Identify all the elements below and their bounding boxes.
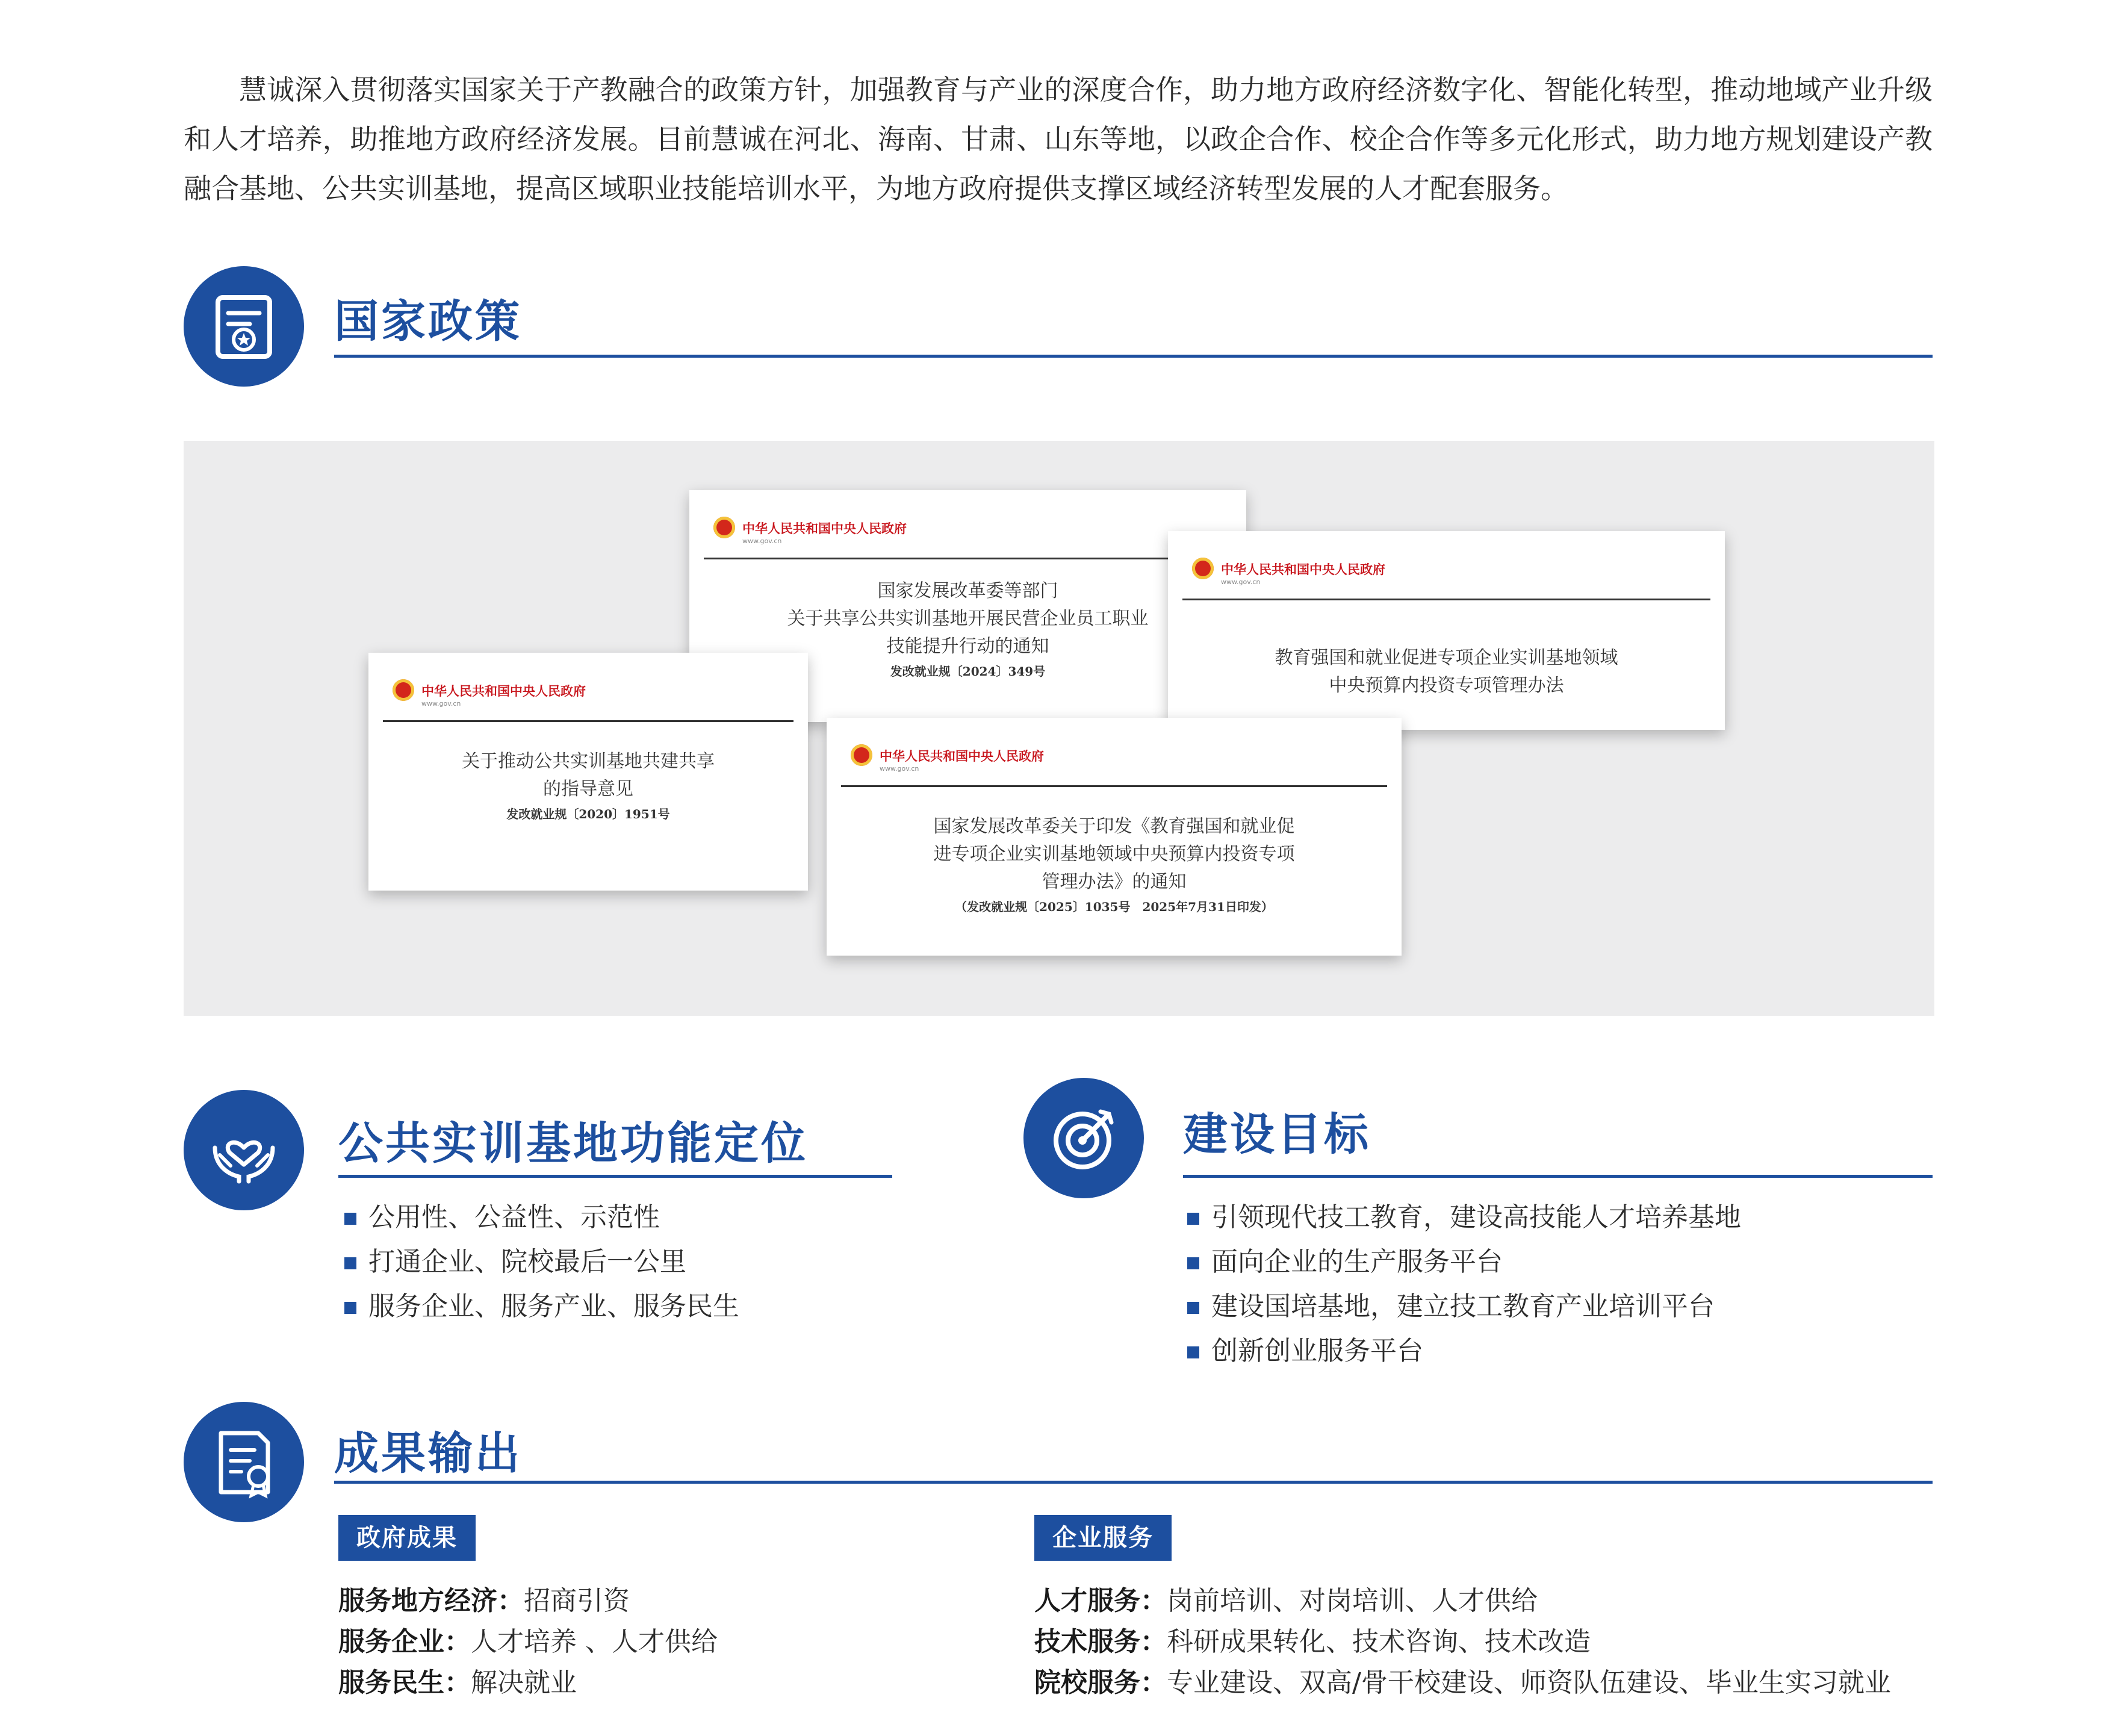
- list-item: 公用性、公益性、示范性: [344, 1195, 739, 1240]
- list-item: 打通企业、院校最后一公里: [344, 1240, 739, 1284]
- list-item: 引领现代技工教育，建设高技能人才培养基地: [1187, 1195, 1741, 1240]
- national-emblem-icon: [393, 679, 414, 701]
- document-header-rule: [704, 558, 1232, 559]
- document-title: 教育强国和就业促进专项企业实训基地领域 中央预算内投资专项管理办法: [1275, 647, 1618, 696]
- list-item: 建设国培基地，建立技工教育产业培训平台: [1187, 1284, 1741, 1329]
- policy-title: 国家政策: [334, 296, 522, 347]
- enterprise-services-list: [1034, 1581, 1891, 1703]
- results-icon: [184, 1402, 304, 1522]
- result-row: 人才服务：岗前培训、对岗培训、人才供给: [1034, 1585, 1538, 1616]
- government-results-list: [338, 1581, 718, 1703]
- policy-document-card[interactable]: [368, 653, 808, 891]
- positioning-icon: [184, 1090, 304, 1210]
- goals-title: 建设目标: [1183, 1109, 1371, 1160]
- result-row: 服务民生：解决就业: [338, 1667, 577, 1698]
- intro-paragraph: 慧诚深入贯彻落实国家关于产教融合的政策方针，加强教育与产业的深度合作，助力地方政府经济数字化、智能化转型，推动地域产业升级和人才培养，助推地方政府经济发展。目前慧诚在河北、海南、甘肃、山东等地，以政企合作、校企合作等多元化形式，助力地方规划建设产教融合基地、公共实训基地，提高区域职业技能培训水平，为地方政府提供支撑区域经济转型发展的人才配套服务。: [184, 73, 1933, 205]
- document-header-rule: [383, 720, 793, 722]
- national-emblem-icon: [713, 517, 735, 538]
- document-title: 国家发展改革委关于印发《教育强国和就业促 进专项企业实训基地领域中央预算内投资专项 管理办法》的通知 （发改就业规〔2025〕1035号 2025年7月31日印发）: [839, 813, 1390, 918]
- document-title: 国家发展改革委等部门 关于共享公共实训基地开展民营企业员工职业 技能提升行动的通知 发改就业规〔2024〕349号: [701, 577, 1234, 682]
- document-number: 发改就业规〔2020〕1951号: [506, 807, 670, 821]
- results-title: 成果输出: [334, 1428, 522, 1479]
- policy-documents-panel: [184, 441, 1934, 1016]
- policy-document-card[interactable]: [1168, 531, 1725, 730]
- policy-divider: [334, 355, 1933, 358]
- list-item: 服务企业、服务产业、服务民生: [344, 1284, 739, 1329]
- document-site: www.gov.cn: [421, 700, 461, 708]
- result-row: 技术服务：科研成果转化、技术咨询、技术改造: [1034, 1626, 1591, 1657]
- result-row: 服务企业：人才培养 、人才供给: [338, 1626, 718, 1657]
- document-site: www.gov.cn: [880, 765, 919, 773]
- document-number: 发改就业规〔2024〕349号: [890, 664, 1046, 679]
- government-results-tag: 政府成果: [338, 1515, 476, 1561]
- document-number: （发改就业规〔2025〕1035号 2025年7月31日印发）: [955, 900, 1273, 914]
- enterprise-services-tag: 企业服务: [1034, 1515, 1172, 1561]
- result-row: 院校服务：专业建设、双高/骨干校建设、师资队伍建设、毕业生实习就业: [1034, 1667, 1891, 1698]
- policy-icon: [184, 266, 304, 387]
- results-divider: [334, 1481, 1933, 1484]
- national-emblem-icon: [851, 744, 872, 766]
- document-header-rule: [1182, 599, 1710, 600]
- document-org: 中华人民共和国中央人民政府: [1221, 562, 1385, 577]
- document-org: 中华人民共和国中央人民政府: [742, 521, 907, 536]
- national-emblem-icon: [1192, 558, 1214, 579]
- goals-icon: [1023, 1078, 1144, 1198]
- document-site: www.gov.cn: [742, 537, 782, 545]
- document-header-rule: [841, 785, 1387, 787]
- result-row: 服务地方经济：招商引资: [338, 1585, 630, 1616]
- intro-section: [184, 65, 1933, 213]
- goals-divider: [1183, 1175, 1933, 1178]
- document-org: 中华人民共和国中央人民政府: [880, 749, 1044, 764]
- positioning-title: 公共实训基地功能定位: [338, 1118, 808, 1169]
- document-title: 关于推动公共实训基地共建共享 的指导意见 发改就业规〔2020〕1951号: [380, 748, 796, 825]
- document-org: 中华人民共和国中央人民政府: [421, 684, 586, 698]
- list-item: 面向企业的生产服务平台: [1187, 1240, 1741, 1284]
- goals-list: [1187, 1195, 1741, 1374]
- policy-document-card[interactable]: [827, 718, 1402, 956]
- positioning-divider: [338, 1175, 892, 1178]
- list-item: 创新创业服务平台: [1187, 1329, 1741, 1374]
- positioning-list: [344, 1195, 739, 1329]
- document-site: www.gov.cn: [1221, 578, 1261, 586]
